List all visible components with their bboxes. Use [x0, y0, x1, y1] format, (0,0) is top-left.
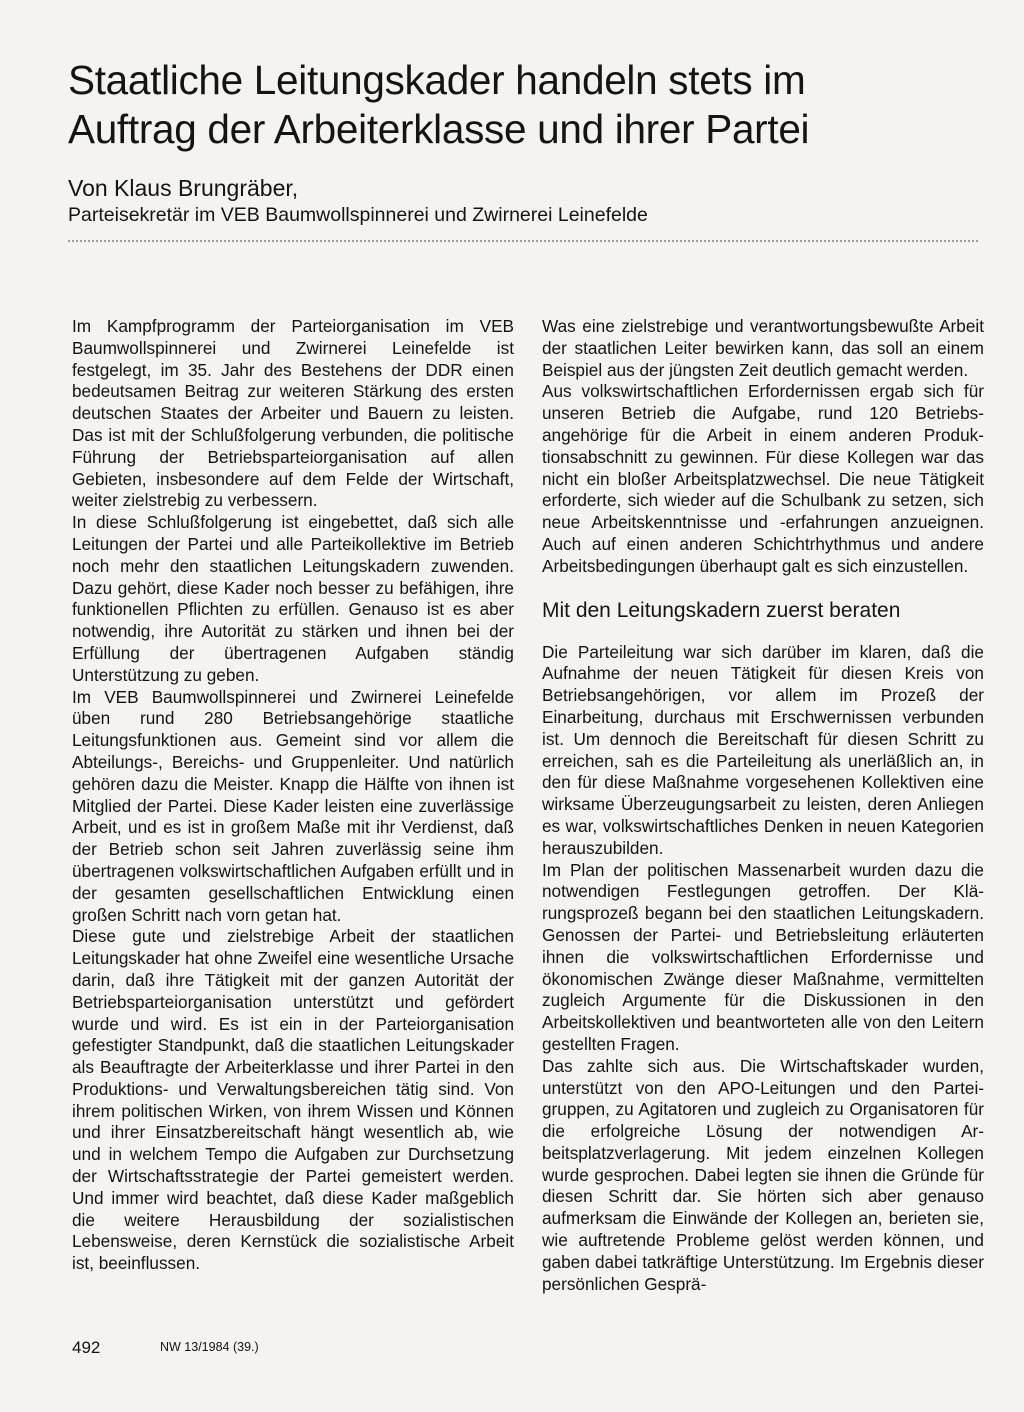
body-paragraph: Im Plan der politischen Massenarbeit wurden dazu die notwendigen Festlegungen getroffen. Der Klärungsprozeß begann bei den staatlichen Leitungskadern. Genossen der Partei- und Betriebsleitung erläuterten ihnen die volkswirtschaftlichen Erfordernisse und ökonomischen Zwänge dieser Maßnahme, vermittelten zugleich Argumente für die Diskussionen in den Arbeitskollektiven und beantworteten alle von den Leitern gestellten Fragen. — [542, 859, 984, 1054]
body-paragraph: Im Kampfprogramm der Parteiorganisation im VEB Baumwollspinnerei und Zwirnerei Leinefelde ist festgelegt, im 35. Jahr des Bestehens der DDR einen bedeutsamen Beitrag zur weiteren Stärkung des ersten deutschen Staates der Arbeiter und Bauern zu leisten. Das ist mit der Schlußfolgerung verbunden, die politische Führung der Betriebsparteiorganisation auf allen Gebieten, insbesondere auf dem Felde der Wirtschaft, weiter zielstrebig zu verbessern. — [72, 316, 514, 511]
article-title — [68, 56, 988, 154]
body-paragraph: In diese Schlußfolgerung ist eingebettet, daß sich alle Leitungen der Partei und alle Parteikollektive im Betrieb noch mehr den staatlichen Leitungskadern zuwenden. Dazu gehört, diese Kader noch besser zu befähigen, ihre funktionellen Pflichten zu erfüllen. Genauso ist es aber notwendig, ihre Autorität zu stärken und ihnen bei der Erfüllung der übertragenen Aufgaben ständig Unterstützung zu geben. — [72, 512, 514, 685]
body-paragraph: Das zahlte sich aus. Die Wirtschaftskader wurden, unterstützt von den APO-Leitungen und den Parteigruppen, zu Agitatoren und zugleich zu Organisatoren für die erfolgreiche Lösung der notwendigen Arbeitsplatzverlagerung. Mit jedem einzelnen Kollegen wurde gesprochen. Dabei legten sie ihnen die Gründe für diesen Schritt dar. Sie hörten sich aber genauso aufmerksam die Einwände der Kollegen an, berieten sie, wie auftretende Probleme gelöst werden können, und gaben dabei tatkräftige Unterstützung. Im Ergebnis dieser persönlichen Gesprä- — [542, 1055, 984, 1294]
article-title-line-1: Staatliche Leitungskader handeln stets im — [68, 57, 806, 103]
body-paragraph: Im VEB Baumwollspinnerei und Zwirnerei Leinefelde üben rund 280 Betriebsangehörige staatliche Leitungsfunktionen aus. Gemeint sind vor allem die Abteilungs-, Bereichs- und Gruppenleiter. Und natürlich gehören dazu die Meister. Knapp die Hälfte von ihnen ist Mitglied der Partei. Diese Kader leisten eine zuverlässige Arbeit, und es ist in großem Maße mit ihr Verdienst, daß der Betrieb schon seit Jahren zuverlässig seine ihm übertragenen volkswirtschaftlichen Aufgaben erfüllt und in der gesamten gesellschaftlichen Entwicklung einen großen Schritt nach vorn getan hat. — [72, 686, 514, 925]
body-paragraph: Die Parteileitung war sich darüber im klaren, daß die Aufnahme der neuen Tätigkeit für diesen Kreis von Betriebsangehörigen, vor allem im Prozeß der Einarbeitung, durchaus mit Erschwernissen verbunden ist. Um dennoch die Bereitschaft für diesen Schritt zu erreichen, sah es die Parteileitung als unerläßlich an, in den für diese Maßnahme vorgesehenen Kollektiven eine wirksame Überzeugungsarbeit zu leisten, deren Anliegen es war, volkswirtschaftliches Denken in neuen Kategorien herauszubilden. — [542, 641, 984, 858]
issue-reference: NW 13/1984 (39.) — [160, 1340, 259, 1354]
article-title-line-2: Auftrag der Arbeiterklasse und ihrer Partei — [68, 106, 810, 152]
title-divider — [68, 240, 978, 242]
body-paragraph: Was eine zielstrebige und verantwortungsbewußte Arbeit der staatlichen Leiter bewirken kann, das soll an einem Beispiel aus der jüngsten Zeit deutlich gemacht werden. — [542, 316, 984, 380]
author-byline: Von Klaus Brungräber, — [68, 175, 299, 201]
body-paragraph: Diese gute und zielstrebige Arbeit der staatlichen Leitungskader hat ohne Zweifel eine wesentliche Ursache darin, daß ihre Tätigkeit mit der ganzen Autorität der Betriebsparteiorganisation unterstützt und gefördert wurde und wird. Es ist ein in der Parteiorganisation gefestigter Standpunkt, daß die staatlichen Leitungskader als Beauftragte der Arbeiterklasse und ihrer Partei in den Produktions- und Verwaltungsbereichen tätig sind. Von ihrem politischen Wirken, von ihrem Wissen und Können und ihrer Einsatzbereitschaft hängt wesentlich ab, wie und in welchem Tempo die Aufgaben zur Durchsetzung der Wirtschaftsstrategie der Partei gemeistert werden. Und immer wird beachtet, daß diese Kader maßgeblich die weitere Herausbildung der sozialistischen Lebensweise, deren Kernstück die sozialistische Arbeit ist, beeinflussen. — [72, 926, 514, 1274]
author-affiliation: Parteisekretär im VEB Baumwollspinnerei und Zwirnerei Leinefelde — [68, 204, 648, 226]
page-number: 492 — [72, 1338, 101, 1357]
right-column — [542, 316, 984, 1295]
section-heading: Mit den Leitungskadern zuerst beraten — [542, 598, 901, 622]
left-column — [72, 316, 514, 1275]
body-paragraph: Aus volkswirtschaftlichen Erfordernissen ergab sich für unseren Betrieb die Aufgabe, rund 120 Betriebsangehörige für die Arbeit in einem anderen Produktionsabschnitt zu gewinnen. Für diese Kollegen war das nicht ein bloßer Arbeitsplatzwechsel. Die neue Tätigkeit erforderte, sich wieder auf die Schulbank zu setzen, sich neue Arbeitskenntnisse und -erfahrungen anzueignen. Auch auf einen anderen Schichtrhythmus und andere Arbeitsbedingungen überhaupt galt es sich einzustellen. — [542, 381, 984, 576]
